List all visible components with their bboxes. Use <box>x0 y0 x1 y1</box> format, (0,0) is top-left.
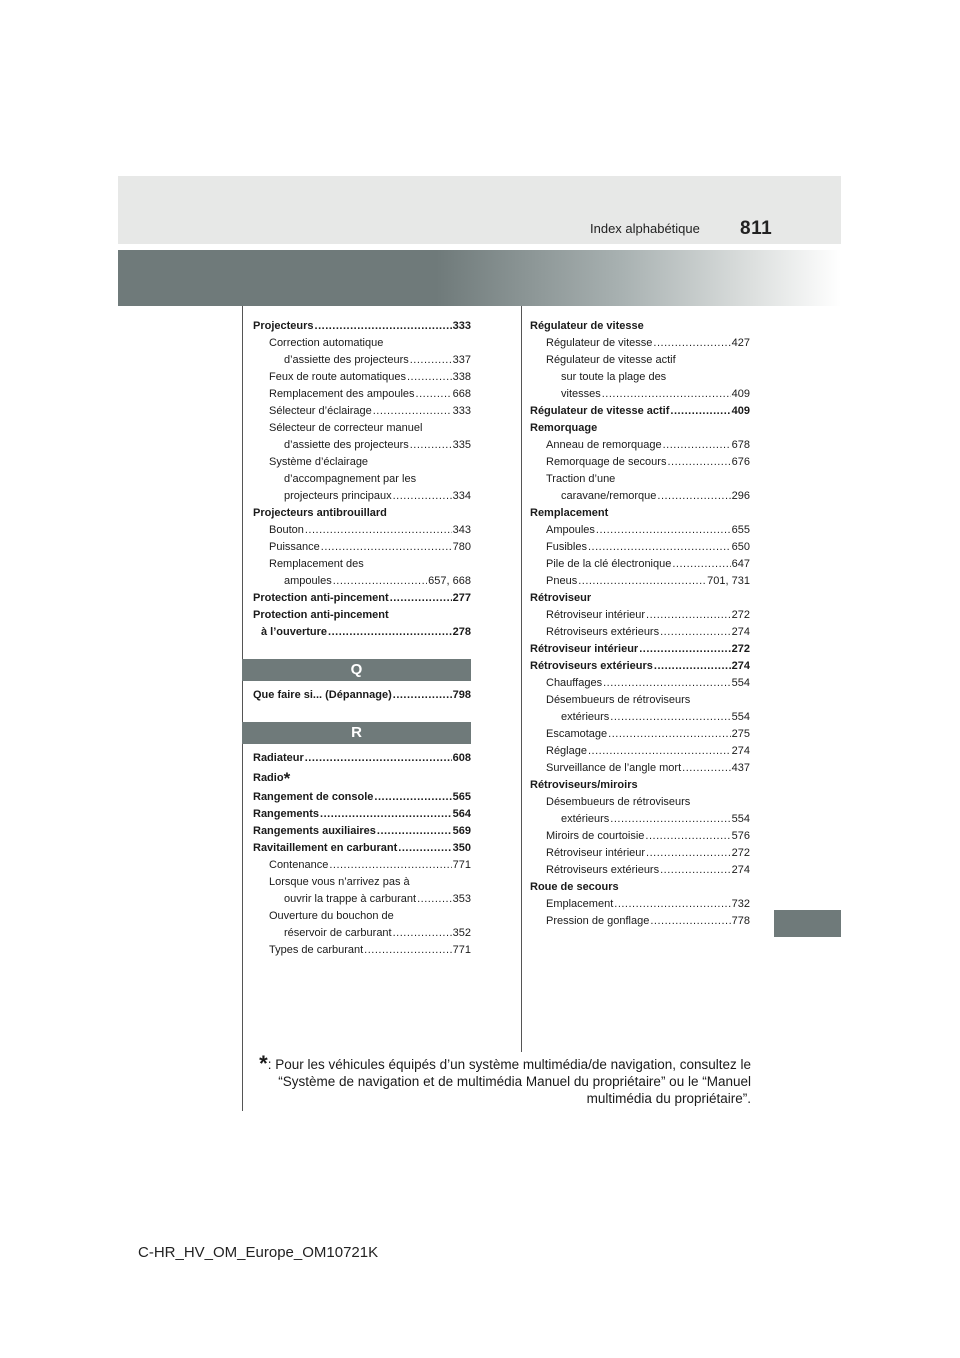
dot-leader <box>416 386 452 403</box>
dot-leader <box>410 437 452 454</box>
radio-label: Radio <box>253 772 284 784</box>
index-entry[interactable] <box>530 811 750 828</box>
entry-label: Rétroviseur intérieur <box>546 609 646 621</box>
entry-page[interactable]: 275 <box>731 728 750 740</box>
dot-leader <box>588 539 731 556</box>
dot-leader <box>390 590 452 607</box>
entry-label: Projecteurs antibrouillard <box>253 507 387 519</box>
entry-label: extérieurs <box>561 813 610 825</box>
entry-page[interactable]: 333 <box>452 320 471 332</box>
entry-label: extérieurs <box>561 711 610 723</box>
entry-label: ouvrir la trappe à carburant <box>284 893 417 905</box>
dot-leader <box>610 811 730 828</box>
index-entry[interactable] <box>253 539 471 556</box>
entry-page[interactable]: 333 <box>452 405 471 417</box>
entry-label: Sélecteur de correcteur manuel <box>269 422 423 434</box>
dot-leader <box>639 641 730 658</box>
dot-leader <box>608 726 730 743</box>
entry-label: ampoules <box>284 575 332 587</box>
dot-leader <box>305 750 452 767</box>
dot-leader <box>653 335 730 352</box>
dot-leader <box>603 675 731 692</box>
index-entry[interactable] <box>530 760 750 777</box>
entry-page[interactable]: 437 <box>731 762 750 774</box>
dot-leader <box>398 840 451 857</box>
index-entry[interactable] <box>253 590 471 607</box>
dot-leader <box>578 573 706 590</box>
entry-label: Protection anti-pincement <box>253 592 389 604</box>
index-entry[interactable] <box>253 437 471 454</box>
dot-leader <box>657 488 730 505</box>
entry-label: Correction automatique <box>269 337 384 349</box>
index-entry <box>530 352 750 369</box>
index-entry[interactable] <box>253 789 471 806</box>
index-entry[interactable] <box>530 454 750 471</box>
left-divider <box>242 306 243 1111</box>
entry-page[interactable]: 338 <box>452 371 471 383</box>
entry-page[interactable]: 657, 668 <box>428 575 471 587</box>
entry-page[interactable]: 554 <box>731 813 750 825</box>
dot-leader <box>654 658 731 675</box>
entry-page[interactable]: 564 <box>452 808 471 820</box>
entry-page[interactable]: 771 <box>452 944 471 956</box>
entry-page[interactable]: 771 <box>452 859 471 871</box>
entry-label: Rétroviseur intérieur <box>546 847 646 859</box>
index-entry[interactable] <box>253 687 471 704</box>
entry-page[interactable]: 565 <box>452 791 471 803</box>
entry-label: Lorsque vous n’arrivez pas à <box>269 876 410 888</box>
index-entry[interactable] <box>530 828 750 845</box>
entry-label: vitesses <box>561 388 601 400</box>
index-entry[interactable] <box>253 386 471 403</box>
index-entry <box>253 471 471 488</box>
index-entry[interactable] <box>530 556 750 573</box>
dot-leader <box>610 709 730 726</box>
entry-page[interactable]: 350 <box>452 842 471 854</box>
entry-label: Protection anti-pincement <box>253 609 389 621</box>
entry-label: Remplacement <box>530 507 609 519</box>
index-entry[interactable] <box>253 750 471 767</box>
entry-label: Système d’éclairage <box>269 456 369 468</box>
entry-page[interactable]: 334 <box>452 490 471 502</box>
index-entry <box>253 908 471 925</box>
dot-leader <box>650 913 730 930</box>
entry-label: Anneau de remorquage <box>546 439 662 451</box>
index-entry[interactable] <box>253 403 471 420</box>
index-entry <box>530 590 750 607</box>
entry-label: Sélecteur d’éclairage <box>269 405 372 417</box>
entry-label: Miroirs de courtoisie <box>546 830 645 842</box>
entry-page[interactable]: 335 <box>452 439 471 451</box>
dot-leader <box>373 403 452 420</box>
index-entry[interactable] <box>253 522 471 539</box>
chapter-band <box>118 250 841 306</box>
index-entry[interactable] <box>530 709 750 726</box>
entry-label: Réglage <box>546 745 587 757</box>
letter-r-bar: R <box>242 722 471 744</box>
entry-page[interactable]: 778 <box>731 915 750 927</box>
index-entry-radio[interactable] <box>253 770 471 787</box>
entry-label: Surveillance de l’angle mort <box>546 762 682 774</box>
entry-label: Désembueurs de rétroviseurs <box>546 796 691 808</box>
index-entry[interactable] <box>253 624 471 641</box>
index-entry <box>530 692 750 709</box>
entry-label: Escamotage <box>546 728 608 740</box>
index-entry[interactable] <box>530 726 750 743</box>
entry-label: Rétroviseur intérieur <box>530 643 639 655</box>
dot-leader <box>393 687 452 704</box>
dot-leader <box>320 806 452 823</box>
entry-page[interactable]: 569 <box>452 825 471 837</box>
entry-label: Rétroviseurs/miroirs <box>530 779 638 791</box>
entry-label: Régulateur de vitesse <box>530 320 644 332</box>
r-entries-a <box>253 750 471 767</box>
entry-label: Ouverture du bouchon de <box>269 910 394 922</box>
entry-page[interactable]: 272 <box>731 609 750 621</box>
index-entry <box>530 879 750 896</box>
index-entry[interactable] <box>530 335 750 352</box>
dot-leader <box>329 857 451 874</box>
entry-label: Rangements <box>253 808 320 820</box>
entry-label: d’assiette des projecteurs <box>284 354 409 366</box>
dot-leader <box>315 318 452 335</box>
entry-label: Régulateur de vitesse actif <box>546 354 676 366</box>
dot-leader <box>377 823 452 840</box>
index-entry[interactable] <box>530 658 750 675</box>
footnote <box>254 1051 751 1107</box>
entry-label: caravane/remorque <box>561 490 657 502</box>
index-entry <box>530 420 750 437</box>
dot-leader <box>646 845 731 862</box>
entry-label: sur toute la plage des <box>561 371 667 383</box>
entry-label: Régulateur de vitesse actif <box>530 405 670 417</box>
dot-leader <box>417 891 452 908</box>
dot-leader <box>672 556 730 573</box>
index-entry[interactable] <box>530 539 750 556</box>
entry-label: Emplacement <box>546 898 614 910</box>
dot-leader <box>328 624 452 641</box>
index-entry[interactable] <box>530 862 750 879</box>
entry-page[interactable]: 274 <box>731 626 750 638</box>
index-entry <box>253 874 471 891</box>
index-entry[interactable] <box>530 522 750 539</box>
index-entry[interactable] <box>530 896 750 913</box>
entry-label: Remplacement des <box>269 558 364 570</box>
footnote-star-mark: * <box>259 1051 268 1076</box>
index-entry[interactable] <box>530 624 750 641</box>
dot-leader <box>393 488 452 505</box>
index-entry[interactable] <box>253 823 471 840</box>
dot-leader <box>614 896 730 913</box>
entry-label: Rétroviseur <box>530 592 592 604</box>
index-entry[interactable] <box>253 942 471 959</box>
index-entry[interactable] <box>530 743 750 760</box>
dot-leader <box>602 386 731 403</box>
document-code: C-HR_HV_OM_Europe_OM10721K <box>138 1244 379 1261</box>
index-entry[interactable] <box>253 488 471 505</box>
index-entry <box>530 777 750 794</box>
index-entry[interactable] <box>253 925 471 942</box>
index-entry <box>253 420 471 437</box>
entry-page[interactable]: 353 <box>452 893 471 905</box>
index-entry[interactable] <box>530 437 750 454</box>
index-entry <box>253 454 471 471</box>
entry-label: Rétroviseurs extérieurs <box>546 626 660 638</box>
dot-leader <box>588 743 731 760</box>
entry-page[interactable]: 352 <box>452 927 471 939</box>
index-entry[interactable] <box>530 488 750 505</box>
entry-page[interactable]: 427 <box>731 337 750 349</box>
dot-leader <box>333 573 427 590</box>
index-entry <box>253 335 471 352</box>
entry-label: Contenance <box>269 859 329 871</box>
entry-page[interactable]: 647 <box>731 558 750 570</box>
q-entries <box>253 687 471 704</box>
dot-leader <box>393 925 452 942</box>
index-entry[interactable] <box>253 369 471 386</box>
entry-label: Pression de gonflage <box>546 915 650 927</box>
header-band <box>118 176 841 244</box>
dot-leader <box>364 942 451 959</box>
index-entry <box>530 505 750 522</box>
entry-label: Pile de la clé électronique <box>546 558 672 570</box>
entry-label: d’accompagnement par les <box>284 473 417 485</box>
index-entry <box>253 556 471 573</box>
entry-label: Bouton <box>269 524 304 536</box>
entry-page[interactable]: 337 <box>452 354 471 366</box>
index-column-right <box>530 318 750 930</box>
dot-leader <box>667 454 730 471</box>
dot-leader <box>670 403 730 420</box>
entry-label: Types de carburant <box>269 944 364 956</box>
index-entry[interactable] <box>253 891 471 908</box>
chapter-side-tab <box>774 910 841 937</box>
entry-page[interactable]: 272 <box>731 847 750 859</box>
entry-page[interactable]: 296 <box>731 490 750 502</box>
entry-label: Feux de route automatiques <box>269 371 406 383</box>
entry-page[interactable]: 650 <box>731 541 750 553</box>
index-entry[interactable] <box>253 857 471 874</box>
dot-leader <box>646 607 731 624</box>
entry-label: Ampoules <box>546 524 595 536</box>
entry-label: Que faire si... (Dépannage) <box>253 689 392 701</box>
entry-page[interactable]: 409 <box>731 405 750 417</box>
entry-page[interactable]: 554 <box>731 711 750 723</box>
entry-label: Rangements auxiliaires <box>253 825 376 837</box>
right-entries <box>530 318 750 930</box>
entry-page[interactable]: 274 <box>731 745 750 757</box>
entry-page[interactable]: 798 <box>452 689 471 701</box>
index-entry[interactable] <box>530 641 750 658</box>
index-entry <box>530 794 750 811</box>
index-entry <box>253 505 471 522</box>
index-entry <box>530 471 750 488</box>
entry-label: d’assiette des projecteurs <box>284 439 409 451</box>
entry-label: Rétroviseurs extérieurs <box>546 864 660 876</box>
entry-label: Rétroviseurs extérieurs <box>530 660 653 672</box>
index-entry[interactable] <box>253 318 471 335</box>
letter-q-bar: Q <box>242 659 471 681</box>
index-entry[interactable] <box>530 675 750 692</box>
entry-page[interactable]: 655 <box>731 524 750 536</box>
index-entry[interactable] <box>530 845 750 862</box>
entry-label: Régulateur de vitesse <box>546 337 653 349</box>
index-column-left <box>253 318 471 959</box>
entry-page[interactable]: 343 <box>452 524 471 536</box>
entry-label: Projecteurs <box>253 320 314 332</box>
entry-label: Remorquage <box>530 422 598 434</box>
section-title: Index alphabétique <box>590 221 700 236</box>
index-entry[interactable] <box>530 607 750 624</box>
entry-label: Traction d’une <box>546 473 616 485</box>
entry-page[interactable]: 732 <box>731 898 750 910</box>
dot-leader <box>682 760 731 777</box>
entry-page[interactable]: 277 <box>452 592 471 604</box>
index-entry[interactable] <box>530 913 750 930</box>
dot-leader <box>305 522 452 539</box>
entry-label: Puissance <box>269 541 320 553</box>
entry-label: à l’ouverture <box>261 626 328 638</box>
dot-leader <box>663 437 731 454</box>
entry-page[interactable]: 668 <box>452 388 471 400</box>
entry-label: Pneus <box>546 575 578 587</box>
entry-page[interactable]: 780 <box>452 541 471 553</box>
entry-label: Désembueurs de rétroviseurs <box>546 694 691 706</box>
entry-label: Roue de secours <box>530 881 619 893</box>
index-entry[interactable] <box>530 386 750 403</box>
index-entry[interactable] <box>253 840 471 857</box>
entry-label: Rangement de console <box>253 791 374 803</box>
footnote-star: * <box>283 769 291 788</box>
entry-page[interactable]: 274 <box>731 864 750 876</box>
entry-label: Radiateur <box>253 752 304 764</box>
dot-leader <box>596 522 731 539</box>
dot-leader <box>660 862 731 879</box>
entry-label: Ravitaillement en carburant <box>253 842 398 854</box>
entry-page[interactable]: 678 <box>731 439 750 451</box>
index-entry[interactable] <box>253 573 471 590</box>
dot-leader <box>410 352 452 369</box>
entry-label: réservoir de carburant <box>284 927 392 939</box>
entry-label: Chauffages <box>546 677 603 689</box>
footnote-text: : Pour les véhicules équipés d’un système multimédia/de navigation, consultez le “Système de navigation et de multimédia Manuel du propriétaire” ou le “Manuel multimédia du propriétaire”. <box>267 1057 751 1106</box>
dot-leader <box>407 369 452 386</box>
entry-label: projecteurs principaux <box>284 490 392 502</box>
index-entry <box>530 369 750 386</box>
entry-page[interactable]: 701, 731 <box>707 575 750 587</box>
index-entry <box>253 607 471 624</box>
entry-page[interactable]: 274 <box>731 660 750 672</box>
dot-leader <box>645 828 730 845</box>
entry-page[interactable]: 409 <box>731 388 750 400</box>
entry-page[interactable]: 576 <box>731 830 750 842</box>
index-entry[interactable] <box>253 352 471 369</box>
index-entry[interactable] <box>253 806 471 823</box>
entry-page[interactable]: 554 <box>731 677 750 689</box>
index-entry[interactable] <box>530 403 750 420</box>
entry-label: Fusibles <box>546 541 587 553</box>
p-entries <box>253 318 471 641</box>
column-divider <box>521 306 522 1052</box>
dot-leader <box>374 789 451 806</box>
entry-page[interactable]: 278 <box>452 626 471 638</box>
r-entries-b <box>253 789 471 959</box>
index-entry[interactable] <box>530 573 750 590</box>
page-number: 811 <box>740 218 773 239</box>
index-entry <box>530 318 750 335</box>
entry-page[interactable]: 676 <box>731 456 750 468</box>
entry-page[interactable]: 608 <box>452 752 471 764</box>
entry-label: Remplacement des ampoules <box>269 388 415 400</box>
dot-leader <box>660 624 731 641</box>
entry-label: Remorquage de secours <box>546 456 667 468</box>
entry-page[interactable]: 272 <box>731 643 750 655</box>
dot-leader <box>321 539 452 556</box>
